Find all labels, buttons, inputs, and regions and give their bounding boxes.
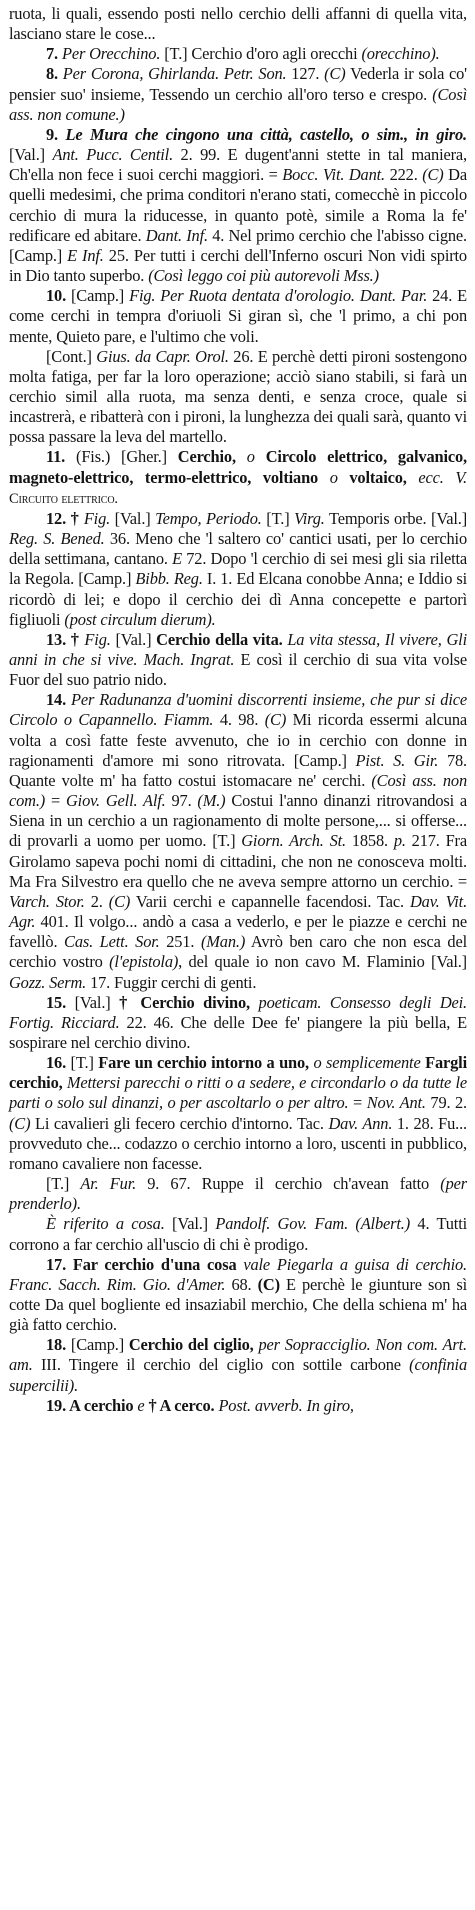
text-run: Cerchio del ciglio, xyxy=(128,1335,259,1355)
text-run: [Val.] xyxy=(110,508,156,528)
dictionary-paragraph xyxy=(9,1255,467,1336)
dictionary-paragraph xyxy=(9,1214,467,1254)
text-run: Temporis orbe. [Val.] xyxy=(324,508,468,528)
text-run: (C) xyxy=(264,710,287,730)
text-run: (C) xyxy=(108,891,131,911)
text-run: III. Tingere il cerchio del ciglio con sottile carbone xyxy=(32,1355,410,1375)
text-run: vale Piegarla a guisa di cerchio. Franc. Sacch. Rim. Gio. d'Amer. xyxy=(9,1254,467,1294)
dictionary-paragraph xyxy=(9,64,467,124)
dictionary-paragraph xyxy=(9,993,467,1053)
text-run: Per Orecchino. xyxy=(61,44,161,64)
text-run: (Così ass. non comune.) xyxy=(9,84,467,124)
text-run: e xyxy=(137,1395,145,1415)
text-run: 2. 99. E dugent'anni stette in tal maniera, Ch'ella non fece i suoi cerchi maggiori. = xyxy=(9,145,468,185)
sense-number: 19. xyxy=(46,1395,70,1415)
text-run: (Fis.) [Gher.] xyxy=(76,447,178,467)
text-run: Circuito elettrico. xyxy=(9,490,118,507)
dictionary-paragraph xyxy=(9,1174,467,1214)
text-run: (Così ass. non com.) xyxy=(9,770,468,811)
text-run: 22. 46. Che delle Dee fe' piangere la più bella, E sospirare nel cerchio divino. xyxy=(9,1012,468,1052)
sense-number: 16. xyxy=(46,1053,71,1073)
text-run: (C) xyxy=(257,1274,280,1294)
text-run: (confinia supercilii). xyxy=(9,1355,467,1395)
text-run: 24. E come cerchi in tempra d'oriuoli Si giran sì, che 'l primo, a chi pon mente, Quieto pare, e l'ultimo che voli. xyxy=(9,286,467,346)
text-run: Giov. Gell. Alf. xyxy=(65,791,166,811)
text-run: 78. Quante volte m' ha fatto costui istomacare ne' cerchi. xyxy=(9,750,467,790)
text-run: 2. xyxy=(84,891,109,911)
text-run: Reg. S. Bened. xyxy=(9,529,105,549)
text-run: Pandolf. Gov. Fam. (Albert.) xyxy=(215,1214,411,1234)
text-run: per Sopracciglio. Non com. Art. am. xyxy=(9,1335,467,1375)
text-run: [T.] Cerchio d'oro agli orecchi xyxy=(160,44,362,64)
text-run: (l'epistola) xyxy=(109,952,179,972)
text-run: Varch. Stor. xyxy=(9,891,85,911)
text-run: voltaico, xyxy=(337,467,419,487)
sense-number: 17. xyxy=(46,1254,73,1274)
text-run: p. xyxy=(393,831,406,851)
text-run: 4. Tutti corrono a far cerchio all'uscio di chi è prodigo. xyxy=(9,1214,468,1254)
text-run: (Man.) xyxy=(200,932,246,952)
dictionary-paragraph xyxy=(9,1396,467,1416)
text-run: [T.] xyxy=(261,508,295,528)
text-run: Post. avverb. In giro, xyxy=(218,1395,354,1415)
text-run: È riferito a cosa. xyxy=(46,1214,165,1234)
text-run: Le Mura che cingono una città, castello, o sim., in giro. xyxy=(65,124,467,144)
text-run: Fig. xyxy=(84,629,111,649)
sense-number: 12. † xyxy=(46,508,84,528)
text-run: E xyxy=(172,549,182,569)
text-run: E così il cerchio di sua vita volse Fuor del suo patrio nido. xyxy=(9,650,467,690)
text-run: Dant. Inf. xyxy=(145,225,208,245)
text-run: 72. Dopo 'l cerchio di sei mesi gli sia riletta la Regola. [Camp.] xyxy=(9,549,467,589)
dictionary-paragraph xyxy=(9,44,467,64)
dictionary-paragraph xyxy=(9,286,467,346)
text-run: 222. xyxy=(385,165,423,185)
text-run: 127. xyxy=(286,64,325,84)
text-run: Cerchio della vita. xyxy=(156,629,283,649)
text-run: 97. xyxy=(165,791,198,811)
text-run: Nov. Ant. xyxy=(366,1093,426,1113)
text-run: 17. Fuggir cerchi di genti. xyxy=(86,972,257,992)
sense-number: 10. xyxy=(46,286,71,306)
text-run: Far cerchio d'una cosa xyxy=(72,1254,237,1274)
text-run: (Così leggo coi più autorevoli Mss.) xyxy=(148,266,379,286)
text-run: [Camp.] xyxy=(71,286,130,306)
text-run: Per Radunanza d'uomini discorrenti insieme, che pur si dice Circolo o Capannello. Fiamm. xyxy=(9,690,467,730)
text-run: [T.] xyxy=(70,1053,99,1073)
text-run: Fare un cerchio intorno a uno, xyxy=(98,1053,314,1073)
sense-number: 13. † xyxy=(46,629,85,649)
text-run: [T.] xyxy=(46,1174,81,1194)
text-run: Costui l'anno dinanzi ritrovandosi a Siena in un cerchio a un ragionamento di molte persone,... si offerse... di provarli a uomo per uomo. [T.] xyxy=(9,791,467,851)
text-run: Fig. xyxy=(83,508,111,528)
text-run: ecc. V. xyxy=(418,467,468,487)
text-run: Da quelli medesimi, che prima conditori n'erano stati, comecchè in piccolo cerchio di mura la riducesse, in quanto potè, simile a Roma la fe' redificare ed abitare. xyxy=(9,165,467,245)
text-run: (per prenderlo). xyxy=(9,1174,467,1214)
text-run: Cerchio, xyxy=(177,447,247,467)
text-run: 36. Meno che 'l saltero co' cantici usati, per lo cerchio della settimana, cantano. xyxy=(9,529,467,569)
text-run: Varii cerchi e capannelle facendosi. Tac. xyxy=(130,891,410,911)
text-run: (M.) xyxy=(197,791,226,811)
dictionary-paragraph xyxy=(9,509,467,630)
text-run: Mi ricorda essermi alcuna volta a così fatte feste avvenuto, che io in cerchio con donne in ragionamenti d'amore mi sono ritrovata. [Camp.] xyxy=(9,710,468,770)
text-run: [Val.] xyxy=(74,992,120,1012)
text-run: = xyxy=(348,1093,367,1113)
dictionary-paragraph xyxy=(9,347,467,448)
text-run: Per Corona, Ghirlanda. Petr. Son. xyxy=(62,64,287,84)
dictionary-paragraph xyxy=(9,4,467,44)
text-run: (post circulum dierum). xyxy=(64,609,216,629)
text-run: = xyxy=(45,791,66,811)
text-run: 26. E perchè detti pironi sostengono molta fatiga, per far la loro operazione; acciò siano stabili, si farà un cerchio simil alla ruota, ma senza denti, e senza croce, quale si incastrerà, e ribatterà con i pironi, la lunghezza dei quali sarà, quanto vi possa passare la leva del martello. xyxy=(9,346,467,447)
text-run: (C) xyxy=(422,165,444,185)
text-run: Pist. S. Gir. xyxy=(355,750,439,770)
text-run: [Val.] xyxy=(164,1214,216,1234)
text-run: † A cerco. xyxy=(144,1395,215,1415)
text-run: Circolo elettrico, galvanico, magneto-elettrico, termo-elettrico, voltiano xyxy=(9,447,467,487)
text-run: [Val.] xyxy=(9,145,53,165)
text-run: , del quale io non cavo M. Flaminio [Val.] xyxy=(178,952,467,972)
text-run: 9. 67. Ruppe il cerchio ch'aveаn fatto xyxy=(136,1174,441,1194)
text-run: Li cavalieri gli fecero cerchio d'intorno. Tac. xyxy=(30,1113,329,1133)
text-run: [Cont.] xyxy=(46,346,97,366)
text-run: E perchè le giunture son sì cotte Da quel bogliente ed insaziabil merchio, Che della schiena m' ha già fatto cerchio. xyxy=(9,1274,468,1335)
text-run: A cerchio xyxy=(69,1395,138,1415)
text-run: Fargli cerchio, xyxy=(9,1053,467,1093)
text-run: o xyxy=(329,467,338,487)
text-run: Gozz. Serm. xyxy=(9,972,87,992)
text-run: La vita stessa, Il vivere, Gli anni in che si vive. Mach. Ingrat. xyxy=(9,629,467,669)
dictionary-paragraph xyxy=(9,690,467,992)
text-run: 79. 2. xyxy=(425,1093,468,1113)
text-run: [Camp.] xyxy=(70,1335,129,1355)
text-run: 4. 98. xyxy=(213,710,265,730)
dictionary-paragraph xyxy=(9,1053,467,1174)
text-run: Bibb. Reg. xyxy=(135,569,203,589)
text-run: 251. xyxy=(159,932,201,952)
text-run: o xyxy=(246,447,255,467)
sense-number: 8. xyxy=(46,64,63,84)
sense-number: 9. xyxy=(46,124,66,144)
dictionary-paragraph xyxy=(9,630,467,690)
text-run: Tempo, Periodo. xyxy=(155,508,262,528)
text-run: ruota, li quali, essendo posti nello cerchio delli affanni di quella vita, lasciano stare le cose... xyxy=(9,4,467,44)
text-run: Gius. da Capr. Orol. xyxy=(96,346,229,366)
text-run: Bocc. Vit. Dant. xyxy=(282,165,386,185)
text-run: Dav. Vit. Agr. xyxy=(9,891,468,932)
text-run: (C) xyxy=(324,64,346,84)
text-run: 1858. xyxy=(346,831,394,851)
text-run: Vederla ir sola co' pensier suo' insieme, Tessendo un cerchio all'oro terso e crespo. xyxy=(9,64,467,104)
text-run: (C) xyxy=(9,1113,31,1133)
text-run: Dav. Ann. xyxy=(328,1113,393,1133)
text-run: 217. Fra Girolamo sapeva pochi nomi di cittadini, che non ne conoscevа molti. Ma Fra Silvestro era quello che ne aveva sempre attorno un cerchio. = xyxy=(9,831,467,891)
text-run: Fig. Per Ruota dentata d'orologio. Dant. Par. xyxy=(129,286,428,306)
text-run: Avrò ben caro che non esca del cerchio vostro xyxy=(9,932,467,972)
sense-number: 14. xyxy=(46,690,72,710)
dictionary-paragraph xyxy=(9,1335,467,1395)
text-run: † Cerchio divino, xyxy=(119,992,259,1012)
text-run: o semplicemente xyxy=(313,1053,421,1073)
text-run: Ar. Fur. xyxy=(80,1174,137,1194)
text-run: 4. Nel primo cerchio che l'abisso cigne. [Camp.] xyxy=(9,225,467,265)
dictionary-paragraph xyxy=(9,125,467,286)
text-run: [Val.] xyxy=(110,629,157,649)
text-run: E Inf. xyxy=(67,245,104,265)
dictionary-paragraph xyxy=(9,447,467,508)
text-run: Virg. xyxy=(294,508,325,528)
text-run: 401. Il volgo... andò a casa a vederlo, e per le piazze e cerchi ne favellò. xyxy=(9,912,467,952)
sense-number: 15. xyxy=(46,992,75,1012)
sense-number: 7. xyxy=(46,44,62,64)
text-run: Mettersi parecchi o ritti o a sedere, e circondarlo o da tutte le parti o solo sul dinanzi, o per ascoltarlo o per altro. xyxy=(9,1073,467,1113)
text-run: Ant. Pucc. Centil. xyxy=(52,145,174,165)
sense-number: 11. xyxy=(46,447,77,467)
text-run: I. 1. Ed Elcana conobbe Anna; e Iddio si ricordò di lei; e dopo il cerchio dei dì Anna concepette e partorì figliuoli xyxy=(9,569,468,629)
text-run: 68. xyxy=(225,1274,258,1294)
text-run: poeticam. Consesso degli Dei. Fortig. Ricciard. xyxy=(9,992,467,1032)
text-run: (orecchino). xyxy=(361,44,440,64)
text-run: Cas. Lett. Sor. xyxy=(64,932,160,952)
sense-number: 18. xyxy=(46,1335,71,1355)
text-run: 1. 28. Fu... provveduto che... codazzo o cerchio intorno a loro, uscenti in pubblico, romano cavaliere non facesse. xyxy=(9,1113,467,1173)
text-run: Giorn. Arch. St. xyxy=(241,831,346,851)
text-run: 25. Per tutti i cerchi dell'Inferno oscuri Non vidi spirto in Dio tanto superbo. xyxy=(9,245,467,286)
